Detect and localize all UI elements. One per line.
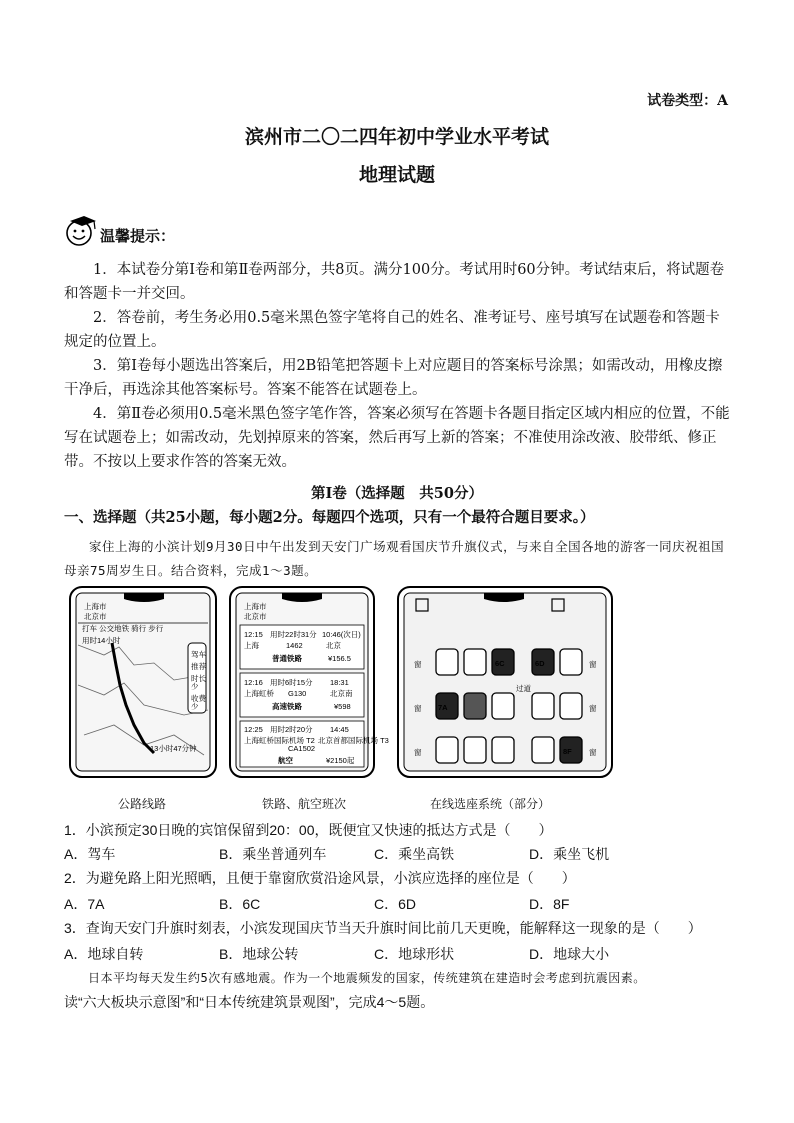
intro-q4-5-line2: 读“六大板块示意图”和“日本传统建筑景观图”，完成4～5题。 (64, 994, 435, 1010)
svg-text:6D: 6D (535, 659, 545, 668)
svg-text:12:25: 12:25 (244, 725, 263, 734)
svg-text:10:46(次日): 10:46(次日) (322, 630, 361, 639)
p1-side-3: 少 (191, 682, 199, 691)
intro-q4-5-line1: 日本平均每天发生约5次有感地震。作为一个地震频发的国家，传统建筑在建造时会考虑到抗震因素。 (88, 971, 646, 985)
svg-text:过道: 过道 (516, 684, 531, 693)
svg-text:¥156.5: ¥156.5 (328, 654, 351, 663)
tip-2: 2．答卷前，考生务必用0.5毫米黑色签字笔将自己的姓名、准考证号、座号填写在试题卷和答题卡规定的位置上。 (64, 310, 720, 350)
svg-text:普通铁路: 普通铁路 (272, 654, 302, 663)
q2-option-d: D．8F (529, 896, 570, 912)
svg-text:窗: 窗 (589, 660, 597, 669)
svg-text:航空: 航空 (278, 756, 293, 765)
smiley-graduate-icon (64, 214, 98, 248)
svg-text:12:15: 12:15 (244, 630, 263, 639)
q3-option-b: B．地球公转 (219, 946, 299, 962)
phone-seat-selection (398, 587, 612, 777)
q1-option-b: B．乘坐普通列车 (219, 846, 327, 862)
svg-text:用时2时20分: 用时2时20分 (270, 725, 313, 734)
svg-text:上海: 上海 (244, 641, 259, 650)
tips-label: 温馨提示： (100, 227, 176, 245)
q2-option-a: A．7A (64, 896, 105, 912)
svg-text:用时14小时 (82, 635, 121, 645)
p1-from: 上海市 (84, 602, 107, 611)
q3-option-a: A．地球自转 (64, 946, 144, 962)
p1-note: 13小时47分钟 (150, 744, 197, 753)
part1-title: 第Ⅰ卷（选择题 共50分） (311, 485, 483, 502)
svg-text:CA1502: CA1502 (288, 744, 316, 753)
p1-side-2: 时长 (191, 674, 206, 683)
question-3-options (64, 944, 684, 964)
paper-type-label: 试卷类型：A (647, 93, 728, 109)
svg-text:1462: 1462 (286, 641, 303, 650)
svg-text:窗: 窗 (589, 704, 597, 713)
svg-text:少 (191, 681, 199, 691)
q3-option-c: C．地球形状 (374, 946, 455, 962)
svg-text:上海虹桥: 上海虹桥 (244, 689, 274, 698)
svg-text:北京南: 北京南 (330, 689, 353, 698)
question-2-options (64, 894, 684, 914)
q1-option-c: C．乘坐高铁 (374, 846, 455, 862)
svg-text:18:31: 18:31 (330, 678, 349, 687)
question-2-stem: 2．为避免路上阳光照晒，且便于靠窗欣赏沿途风景，小滨应选择的座位是（ ） (64, 870, 576, 886)
p1-duration: 用时14小时 (82, 636, 121, 645)
exam-subtitle: 地理试题 (358, 164, 435, 186)
svg-text:用时6时15分: 用时6时15分 (270, 678, 313, 687)
tip-1: 1．本试卷分第Ⅰ卷和第Ⅱ卷两部分，共8页。满分100分。考试用时60分钟。考试结束后，将试题卷和答题卡一并交回。 (64, 262, 725, 302)
svg-text:北京市 (244, 611, 267, 621)
p1-modes: 打车 公交地铁 骑行 步行 (82, 624, 164, 633)
svg-text:北京首都国际机场 T3: 北京首都国际机场 T3 (318, 736, 389, 745)
svg-text:8F: 8F (563, 747, 572, 756)
q1-option-d: D．乘坐飞机 (529, 846, 610, 862)
p1-side-1: 推荐 (191, 662, 206, 671)
svg-text:14:45: 14:45 (330, 725, 349, 734)
svg-text:¥2150起: ¥2150起 (326, 756, 355, 765)
question-3-stem: 3．查询天安门升旗时刻表，小滨发现国庆节当天升旗时间比前几天更晚，能解释这一现象的是（ ） (64, 920, 702, 936)
q3-option-d: D．地球大小 (529, 946, 610, 962)
tips-header (64, 214, 175, 248)
svg-text:北京: 北京 (326, 641, 341, 650)
svg-text:用时22时31分: 用时22时31分 (270, 630, 317, 639)
svg-text:少 (191, 701, 199, 711)
p1-side-4: 收费 (191, 694, 206, 703)
q2-option-c: C．6D (374, 896, 417, 912)
caption-road: 公路线路 (118, 797, 167, 811)
phone-road-route (70, 587, 216, 777)
caption-schedule: 铁路、航空班次 (262, 797, 347, 811)
svg-text:驾车 (191, 649, 206, 659)
question-1-stem: 1．小滨预定30日晚的宾馆保留到20：00，既便宜又快速的抵达方式是（ ） (64, 822, 553, 838)
svg-text:窗: 窗 (414, 660, 422, 669)
svg-text:上海市 (244, 601, 267, 611)
p1-to: 北京市 (84, 612, 107, 621)
p2-to: 北京市 (244, 612, 267, 621)
question-1-options (64, 844, 684, 864)
figure-phones (64, 585, 734, 785)
svg-text:G130: G130 (288, 689, 307, 698)
p2-from: 上海市 (244, 602, 267, 611)
intro-q1-3: 家住上海的小滨计划9月30日中午出发到天安门广场观看国庆节升旗仪式，与来自全国各地的游客一同庆祝祖国母亲75周岁生日。结合资料，完成1～3题。 (64, 539, 725, 578)
svg-text:上海虹桥国际机场 T2: 上海虹桥国际机场 T2 (244, 736, 315, 745)
svg-text:窗: 窗 (414, 748, 422, 757)
tip-4: 4．第Ⅱ卷必须用0.5毫米黑色签字笔作答，答案必须写在答题卡各题目指定区域内相应的位置，不能写在试题卷上；如需改动，先划掉原来的答案，然后再写上新的答案；不准使用涂改液、胶带纸、修正带。不按以上要求作答的答案无效。 (64, 406, 730, 470)
q2-option-b: B．6C (219, 896, 261, 912)
svg-text:窗: 窗 (414, 704, 422, 713)
svg-text:6C: 6C (495, 659, 505, 668)
svg-text:12:16: 12:16 (244, 678, 263, 687)
svg-text:打车 公交地铁 骑行 步行 (82, 623, 164, 633)
svg-text:上海市 (84, 601, 107, 611)
svg-text:窗: 窗 (589, 748, 597, 757)
tip-3: 3．第Ⅰ卷每小题选出答案后，用2B铅笔把答题卡上对应题目的答案标号涂黑；如需改动，用橡皮擦干净后，再选涂其他答案标号。答案不能答在试题卷上。 (64, 358, 723, 398)
q1-option-a: A．驾车 (64, 846, 116, 862)
svg-text:推荐 (191, 661, 206, 671)
svg-text:7A: 7A (438, 703, 448, 712)
svg-text:13小时47分钟 (150, 743, 197, 753)
p1-side-0: 驾车 (191, 650, 206, 659)
svg-text:北京市 (84, 611, 107, 621)
section-1-heading: 一、选择题（共25小题，每小题2分。每题四个选项，只有一个最符合题目要求。） (64, 509, 595, 526)
caption-seats: 在线选座系统（部分） (430, 797, 551, 811)
exam-title: 滨州市二〇二四年初中学业水平考试 (244, 126, 549, 148)
svg-text:高速铁路: 高速铁路 (272, 702, 302, 711)
svg-text:¥598: ¥598 (334, 702, 351, 711)
phone-schedule (230, 587, 389, 777)
p1-side-5: 少 (191, 702, 199, 711)
